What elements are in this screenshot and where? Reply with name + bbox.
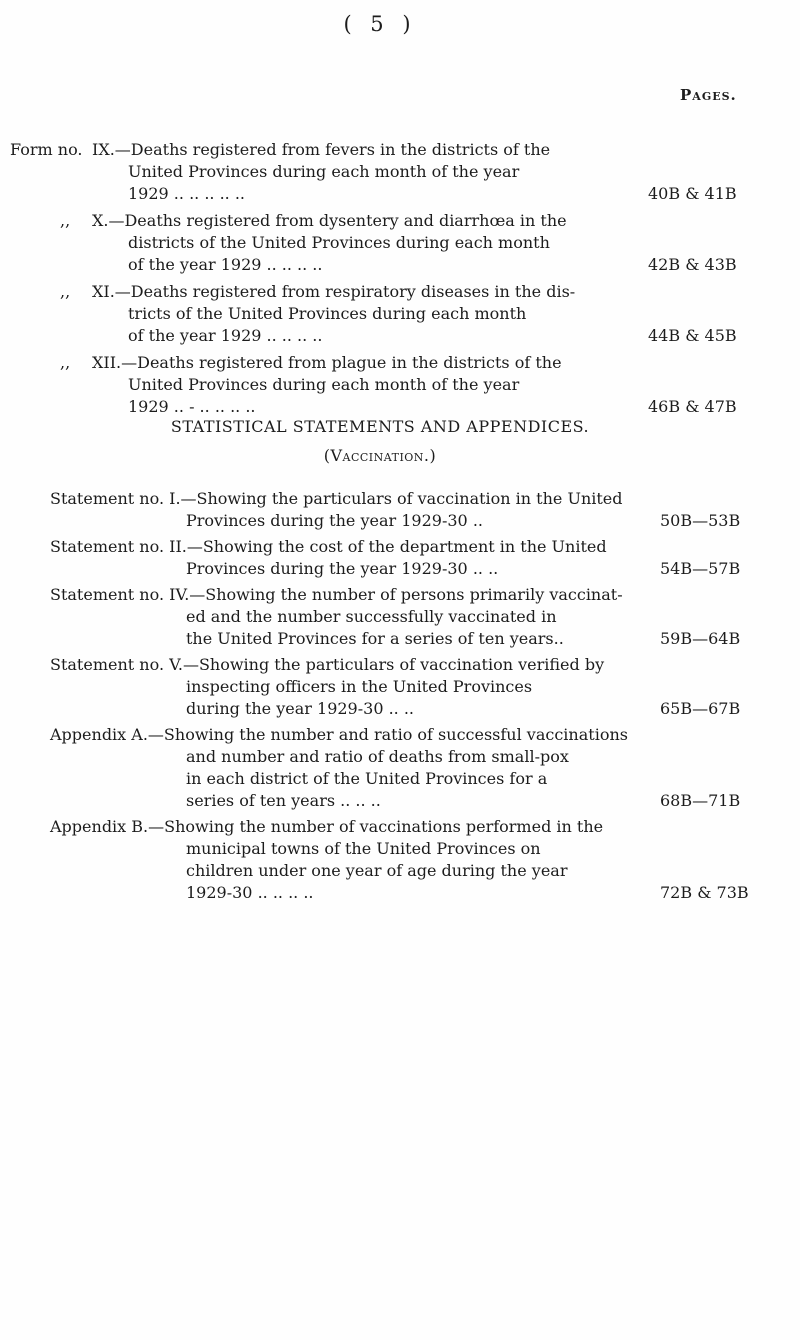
page-reference: 65B—67B — [660, 699, 741, 718]
statement-line: during the year 1929-30 .. .. — [186, 699, 415, 718]
statement-line: Statement no. V.—Showing the particulars of vaccination verified by — [50, 655, 605, 674]
statement-line: ed and the number successfully vaccinated in — [186, 607, 557, 626]
statement-line: Appendix B.—Showing the number of vaccinations performed in the — [50, 817, 604, 836]
statement-line: in each district of the United Provinces for a — [186, 769, 548, 788]
statement-line: inspecting officers in the United Provinces — [186, 677, 533, 696]
form-prefix: ,, — [60, 353, 71, 372]
statement-line: municipal towns of the United Provinces on — [186, 839, 541, 858]
form-line: XI.—Deaths registered from respiratory diseases in the dis- — [92, 282, 576, 301]
form-line: XII.—Deaths registered from plague in the districts of the — [92, 353, 562, 372]
page-reference: 59B—64B — [660, 629, 741, 648]
section-heading: STATISTICAL STATEMENTS AND APPENDICES. — [170, 417, 590, 436]
page-reference: 44B & 45B — [648, 326, 737, 345]
page-reference: 46B & 47B — [648, 397, 737, 416]
statement-line: Statement no. IV.—Showing the number of persons primarily vaccinat- — [50, 585, 623, 604]
form-line: United Provinces during each month of the year — [128, 375, 520, 394]
form-prefix: Form no. — [10, 140, 83, 159]
form-line: X.—Deaths registered from dysentery and diarrhœa in the — [92, 211, 567, 230]
statement-line: Provinces during the year 1929-30 .. — [186, 511, 483, 530]
page-reference: 72B & 73B — [660, 883, 749, 902]
statement-line: Statement no. I.—Showing the particulars of vaccination in the United — [50, 489, 623, 508]
statement-line: 1929-30 .. .. .. .. — [186, 883, 314, 902]
statement-line: the United Provinces for a series of ten years.. — [186, 629, 564, 648]
form-line: of the year 1929 .. .. .. .. — [128, 326, 323, 345]
page-reference: 54B—57B — [660, 559, 741, 578]
page-number: ( 5 ) — [343, 12, 417, 36]
form-line: districts of the United Provinces during each month — [128, 233, 550, 252]
statement-line: series of ten years .. .. .. — [186, 791, 381, 810]
form-line: tricts of the United Provinces during each month — [128, 304, 527, 323]
page-reference: 68B—71B — [660, 791, 741, 810]
form-prefix: ,, — [60, 282, 71, 301]
form-line: of the year 1929 .. .. .. .. — [128, 255, 323, 274]
page-reference: 40B & 41B — [648, 184, 737, 203]
statement-line: Appendix A.—Showing the number and ratio of successful vaccinations — [50, 725, 628, 744]
form-prefix: ,, — [60, 211, 71, 230]
statement-line: Provinces during the year 1929-30 .. .. — [186, 559, 499, 578]
statement-line: and number and ratio of deaths from small-pox — [186, 747, 569, 766]
section-subheading: (Vaccination.) — [323, 446, 437, 465]
page-reference: 42B & 43B — [648, 255, 737, 274]
statement-line: Statement no. II.—Showing the cost of the department in the United — [50, 537, 607, 556]
form-line: 1929 .. - .. .. .. .. — [128, 397, 256, 416]
pages-column-header: Pages. — [680, 86, 737, 104]
form-line: United Provinces during each month of the year — [128, 162, 520, 181]
page-reference: 50B—53B — [660, 511, 741, 530]
form-line: 1929 .. .. .. .. .. — [128, 184, 246, 203]
statement-line: children under one year of age during the year — [186, 861, 568, 880]
form-line: IX.—Deaths registered from fevers in the districts of the — [92, 140, 551, 159]
